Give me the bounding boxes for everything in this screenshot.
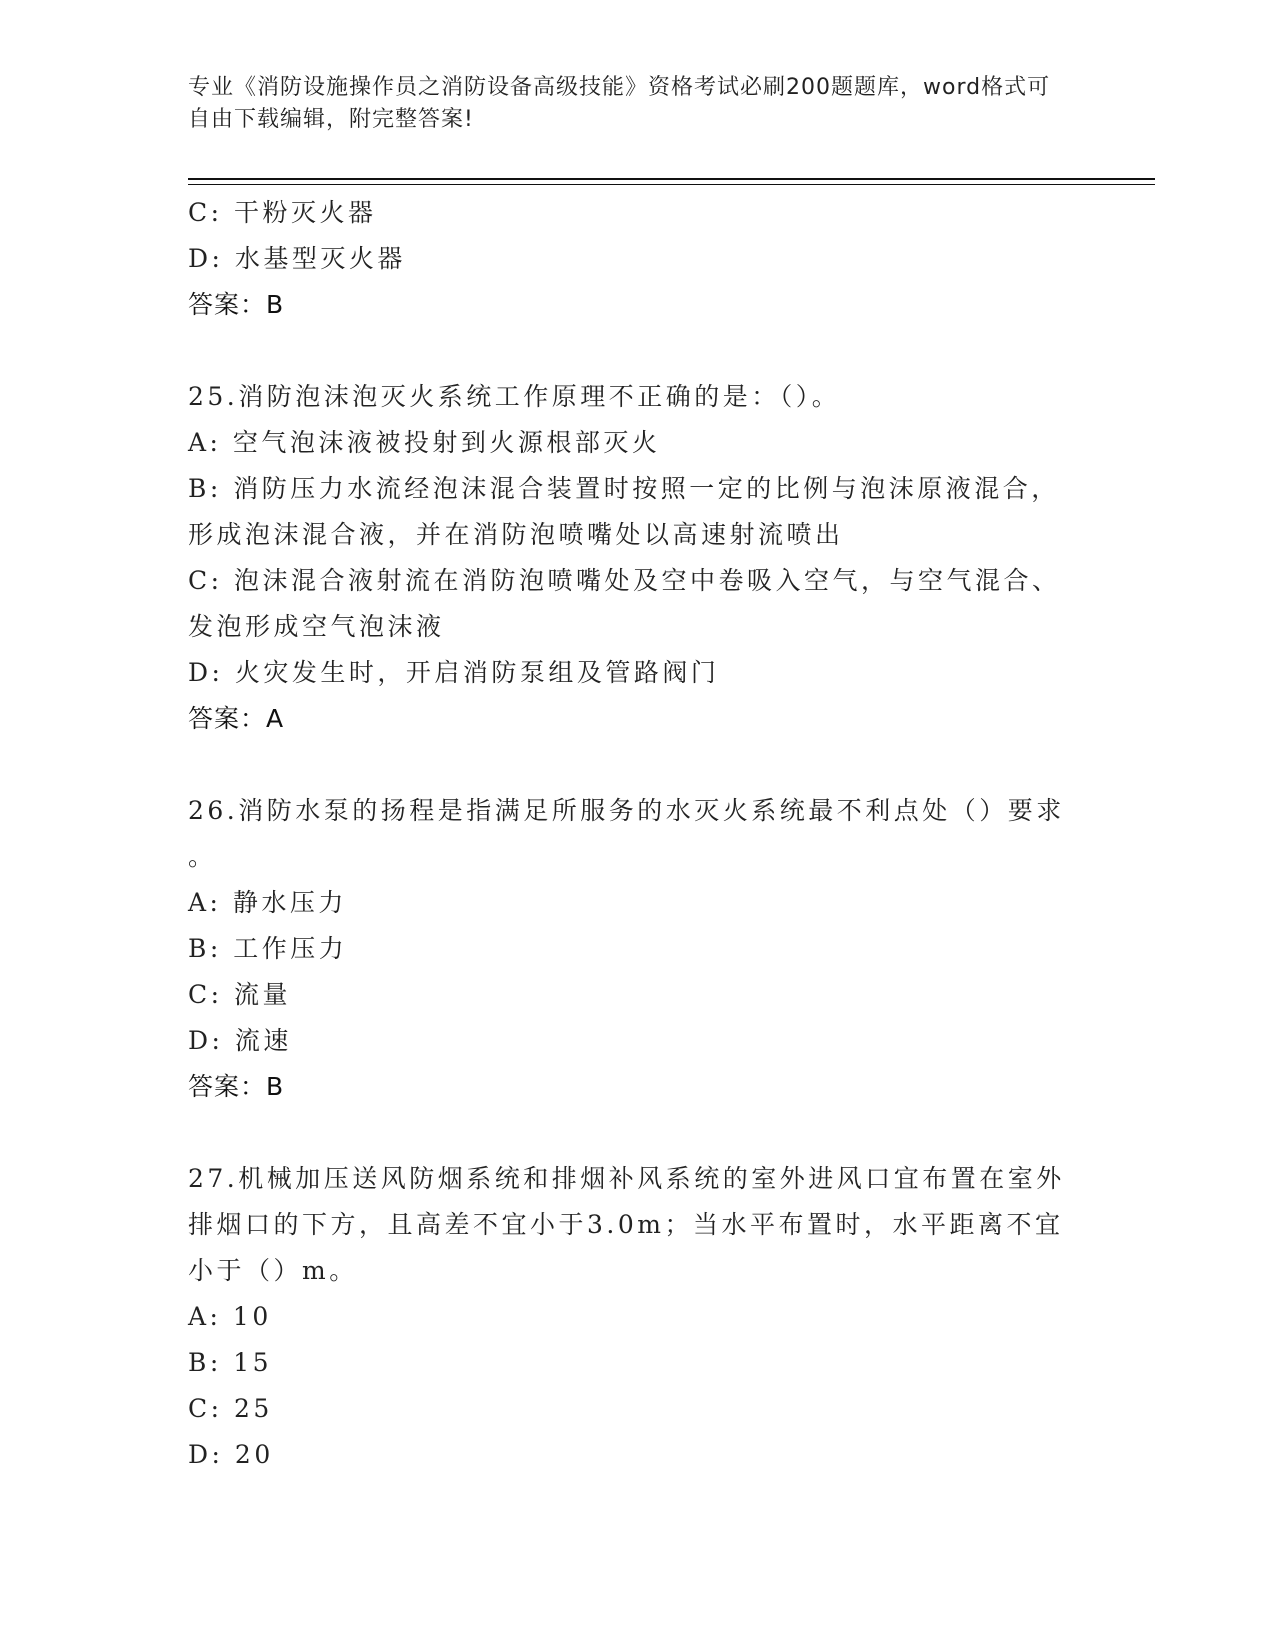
option-a: A: 空气泡沫液被投射到火源根部灭火 [188, 428, 661, 457]
question-stem-continued: 小于（）m。 [188, 1256, 358, 1285]
answer-line: 答案：A [188, 704, 285, 733]
question-stem: 25.消防泡沫泡灭火系统工作原理不正确的是：（）。 [188, 382, 841, 411]
option-c: C: 干粉灭火器 [188, 198, 377, 227]
option-b-continued: 形成泡沫混合液，并在消防泡喷嘴处以高速射流喷出 [188, 520, 844, 549]
option-a: A: 10 [188, 1302, 272, 1331]
option-d: D: 流速 [188, 1026, 292, 1055]
option-c: C: 流量 [188, 980, 291, 1009]
question-stem: 26.消防水泵的扬程是指满足所服务的水灭火系统最不利点处（）要求 [188, 796, 1065, 825]
document-header: 专业《消防设施操作员之消防设备高级技能》资格考试必刷200题题库，word格式可自由下载编辑，附完整答案! [188, 75, 1051, 132]
question-stem-continued: 排烟口的下方，且高差不宜小于3.0m；当水平布置时，水平距离不宜 [188, 1210, 1064, 1239]
spacer [188, 742, 1088, 788]
option-b: B: 消防压力水流经泡沫混合装置时按照一定的比例与泡沫原液混合， [188, 474, 1060, 503]
option-c: C: 泡沫混合液射流在消防泡喷嘴处及空中卷吸入空气，与空气混合、 [188, 566, 1061, 595]
option-d: D: 水基型灭火器 [188, 244, 406, 273]
answer-line: 答案：B [188, 290, 285, 319]
option-c-continued: 发泡形成空气泡沫液 [188, 612, 445, 641]
option-d: D: 火灾发生时，开启消防泵组及管路阀门 [188, 658, 720, 687]
option-b: B: 工作压力 [188, 934, 348, 963]
option-d: D: 20 [188, 1440, 274, 1469]
option-c: C: 25 [188, 1394, 273, 1423]
spacer [188, 1110, 1088, 1156]
option-a: A: 静水压力 [188, 888, 347, 917]
question-stem: 27.机械加压送风防烟系统和排烟补风系统的室外进风口宜布置在室外 [188, 1164, 1065, 1193]
option-b: B: 15 [188, 1348, 273, 1377]
header-divider-thin [188, 184, 1155, 185]
question-content [188, 190, 1088, 1478]
header-divider-thick [188, 178, 1155, 180]
answer-line: 答案：B [188, 1072, 285, 1101]
question-stem-continued: 。 [188, 842, 217, 871]
spacer [188, 328, 1088, 374]
